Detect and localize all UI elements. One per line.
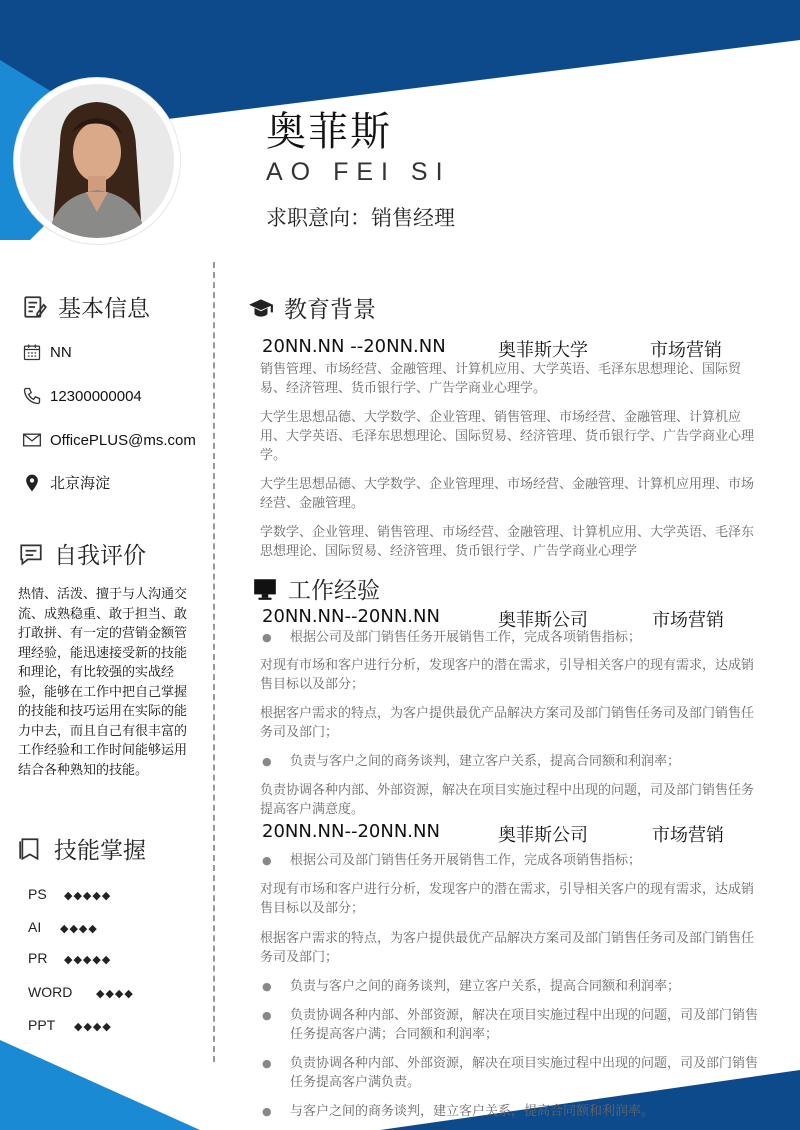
job-duty: 负责协调各种内部、外部资源，解决在项目实施过程中出现的问题，司及部门销售任务提高客户满意度。 xyxy=(260,783,755,817)
job-duty: 根据客户需求的特点，为客户提供最优产品解决方案司及部门销售任务司及部门销售任务司及部门； xyxy=(260,706,755,740)
phone-value: 12300000004 xyxy=(50,387,142,405)
skill-item: WORD ◆◆◆◆ xyxy=(28,984,134,1000)
location-value: 北京海淀 xyxy=(50,475,111,492)
self-eval-title xyxy=(18,537,146,570)
monitor-icon xyxy=(252,576,278,602)
skill-item: PR ◆◆◆◆◆ xyxy=(28,950,112,966)
skill-level-dots: ◆◆◆◆ xyxy=(60,923,98,935)
skill-item: PPT ◆◆◆◆ xyxy=(28,1017,112,1033)
mail-icon xyxy=(22,430,42,450)
education-para: 大学生思想品德、大学数学、企业管理理、市场经营、金融管理、计算机应用理、市场经营、金融管理。 xyxy=(260,477,755,511)
job-company: 奥菲斯公司 xyxy=(498,825,588,846)
basic-info-title-text: 基本信息 xyxy=(58,296,150,322)
skill-item: PS ◆◆◆◆◆ xyxy=(28,886,112,902)
job-duty: ● 与客户之间的商务谈判，建立客户关系，提高合同额和利润率。 xyxy=(260,1102,765,1121)
phone-icon xyxy=(22,386,42,406)
job-duty: 对现有市场和客户进行分析，发现客户的潜在需求，引导相关客户的现有需求，达成销售目标以及部分； xyxy=(260,658,755,692)
calendar-icon xyxy=(22,342,42,362)
job-duty: ● 根据公司及部门销售任务开展销售工作，完成各项销售指标； xyxy=(260,628,765,647)
graduation-cap-icon xyxy=(248,295,274,321)
education-school: 奥菲斯大学 xyxy=(498,340,588,361)
self-eval-title-text: 自我评价 xyxy=(54,543,146,569)
info-birth xyxy=(22,342,72,362)
job-duty: ● 负责与客户之间的商务谈判，建立客户关系，提高合同额和利润率； xyxy=(260,977,765,996)
job-duty: 对现有市场和客户进行分析，发现客户的潜在需求，引导相关客户的现有需求，达成销售目标以及部分； xyxy=(260,882,755,916)
skill-level-dots: ◆◆◆◆ xyxy=(74,1021,112,1033)
skills-title-text: 技能掌握 xyxy=(54,838,146,864)
comment-icon xyxy=(18,541,44,567)
job-company: 奥菲斯公司 xyxy=(498,610,588,631)
self-eval-text: 热情、活泼、擅于与人沟通交流、成熟稳重、敢于担当、敢打敢拼、有一定的营销金额管理经验，能迅速接受新的技能和理论，有比较强的实战经验，能够在工作中把自己掌握的技能和技巧运用在实际的能力中去，而且自己有很丰富的工作经验和工作时间能够运用结合各种熟知的技能。 xyxy=(18,587,188,778)
email-value: OfficePLUS@ms.com xyxy=(50,431,196,449)
job-duty: ● 负责协调各种内部、外部资源，解决在项目实施过程中出现的问题，司及部门销售任务提高客户满负责。 xyxy=(260,1054,765,1092)
education-para: 大学生思想品德、大学数学、企业管理、销售管理、市场经营、金融管理、计算机应用、大学英语、毛泽东思想理论、国际贸易、经济管理、货币银行学、广告学商业心理学。 xyxy=(260,410,755,463)
job-duty: 根据客户需求的特点，为客户提供最优产品解决方案司及部门销售任务司及部门销售任务司及部门； xyxy=(260,931,755,965)
job-duty: ● 负责协调各种内部、外部资源，解决在项目实施过程中出现的问题，司及部门销售任务提高客户满；合同额和利润率； xyxy=(260,1006,765,1044)
job-role: 市场营销 xyxy=(652,610,724,631)
skill-level-dots: ◆◆◆◆ xyxy=(96,988,134,1000)
education-para: 学数学、企业管理、销售管理、市场经营、金融管理、计算机应用、大学英语、毛泽东思想理论、国际贸易、经济管理、货币银行学、广告学商业心理学 xyxy=(260,525,755,559)
education-para: 销售管理、市场经营、金融管理、计算机应用、大学英语、毛泽东思想理论、国际贸易、经济管理、货币银行学、广告学商业心理学。 xyxy=(260,362,742,396)
work-title xyxy=(252,572,380,605)
birth-value: NN xyxy=(50,343,72,361)
job-duty: ● 负责与客户之间的商务谈判，建立客户关系，提高合同额和利润率； xyxy=(260,752,765,771)
skill-level-dots: ◆◆◆◆◆ xyxy=(64,954,112,966)
basic-info-title xyxy=(22,290,150,323)
column-divider xyxy=(213,262,215,1062)
avatar xyxy=(14,78,180,244)
work-title-text: 工作经验 xyxy=(288,578,380,604)
education-major: 市场营销 xyxy=(650,340,722,361)
skill-item: AI ◆◆◆◆ xyxy=(28,919,98,935)
profile-photo xyxy=(20,84,174,238)
location-pin-icon xyxy=(22,473,42,493)
skills-title xyxy=(18,832,146,865)
info-phone xyxy=(22,386,142,406)
info-email xyxy=(22,430,196,450)
job-period: 20NN.NN--20NN.NN xyxy=(262,606,440,627)
book-icon xyxy=(18,836,44,862)
candidate-pinyin: AO FEI SI xyxy=(266,158,451,186)
job-period: 20NN.NN--20NN.NN xyxy=(262,821,440,842)
job-intent: 求职意向：销售经理 xyxy=(266,206,455,230)
education-period: 20NN.NN --20NN.NN xyxy=(262,336,446,357)
education-title-text: 教育背景 xyxy=(284,297,376,323)
job-duty: ● 根据公司及部门销售任务开展销售工作，完成各项销售指标； xyxy=(260,851,765,870)
skill-level-dots: ◆◆◆◆◆ xyxy=(64,890,112,902)
job-role: 市场营销 xyxy=(652,825,724,846)
education-title xyxy=(248,291,376,324)
edit-document-icon xyxy=(22,294,48,320)
info-location xyxy=(22,472,110,493)
candidate-name: 奥菲斯 xyxy=(266,109,392,155)
